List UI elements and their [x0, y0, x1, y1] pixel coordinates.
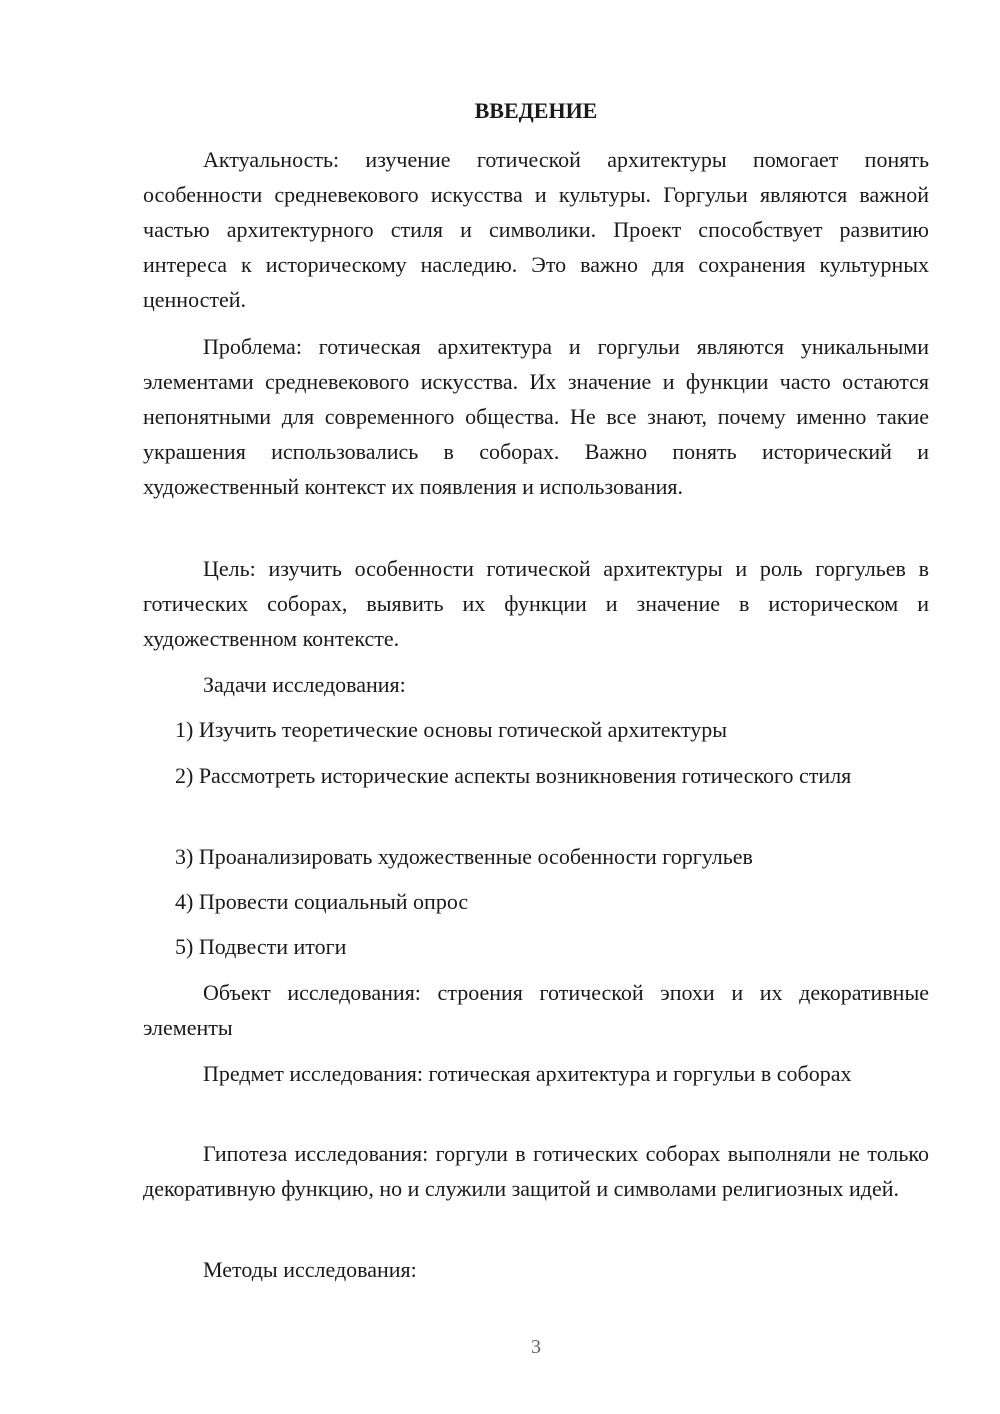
- hypothesis-paragraph: Гипотеза исследования: горгули в готических соборах выполняли не только декоративную функцию, но и служили защитой и символами религиозных идей.: [143, 1141, 929, 1201]
- page-title: ВВЕДЕНИЕ: [474, 98, 598, 123]
- relevance-paragraph: Актуальность: изучение готической архитектуры помогает понять особенности средневекового искусства и культуры. Горгульи являются важной частью архитектурного стиля и символики. Проект способствует развитию интереса к историческому наследию. Это важно для сохранения культурных ценностей.: [143, 147, 929, 312]
- methods-heading: Методы исследования:: [203, 1257, 417, 1282]
- page-number: 3: [531, 1336, 541, 1358]
- task-item: 4) Провести социальный опрос: [175, 889, 469, 914]
- goal-paragraph: Цель: изучить особенности готической архитектуры и роль горгульев в готических соборах, выявить их функции и значение в историческом и художественном контексте.: [143, 556, 929, 651]
- task-item: 2) Рассмотреть исторические аспекты возникновения готического стиля: [175, 763, 852, 788]
- subject-paragraph: Предмет исследования: готическая архитектура и горгульи в соборах: [203, 1061, 852, 1086]
- task-item: 1) Изучить теоретические основы готической архитектуры: [175, 717, 728, 742]
- task-item: 3) Проанализировать художественные особенности горгульев: [175, 844, 753, 869]
- object-paragraph: Объект исследования: строения готической эпохи и их декоративные элементы: [143, 980, 929, 1040]
- problem-paragraph: Проблема: готическая архитектура и горгульи являются уникальными элементами средневекового искусства. Их значение и функции часто остаются непонятными для современного общества. Не все знают, почему именно такие украшения использовались в соборах. Важно понять исторический и художественный контекст их появления и использования.: [143, 334, 929, 499]
- task-item: 5) Подвести итоги: [175, 934, 347, 959]
- tasks-heading: Задачи исследования:: [203, 672, 406, 697]
